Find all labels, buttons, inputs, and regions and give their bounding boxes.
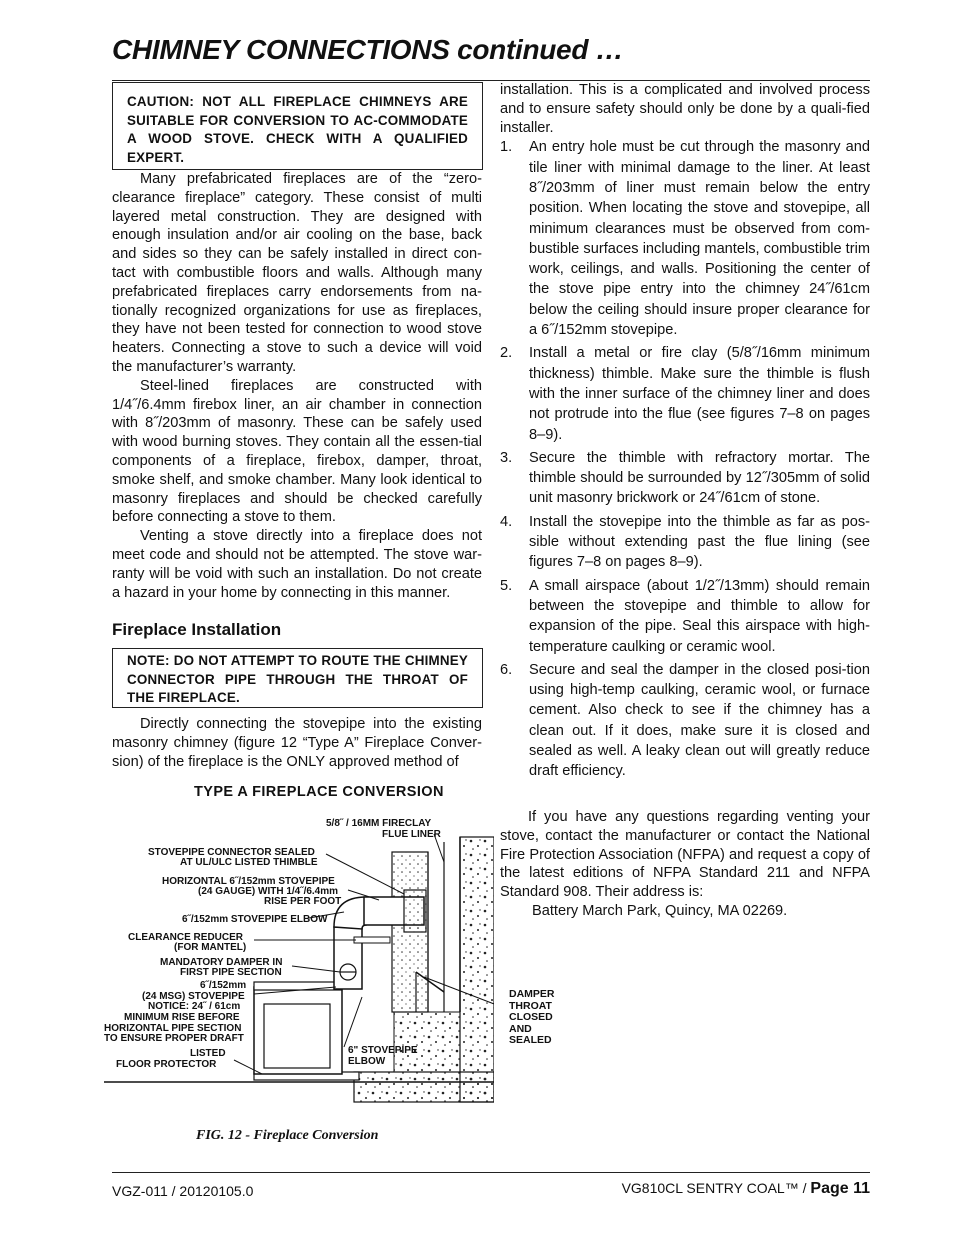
- label-horizontal-pipe: RISE PER FOOT: [264, 896, 342, 907]
- hearth: [354, 1072, 494, 1102]
- step-number: 4.: [500, 513, 513, 530]
- step-number: 5.: [500, 577, 513, 594]
- right-column-text: [500, 81, 870, 785]
- step-text: Secure the thimble with refractory mortar. The thimble should be surrounded by 12˝/305mm of solid unit masonry brickwork or 24˝/61cm of stone.: [529, 449, 870, 507]
- page-number: Page 11: [810, 1180, 870, 1197]
- label-damper: FIRST PIPE SECTION: [180, 967, 282, 978]
- step-text: Install a metal or fire clay (5/8˝/16mm minimum thickness) thimble. Make sure the thimble is flush with the inner surface of the chimney liner and does not protrude into the flue (see figures 7–8 on pages 8–9).: [529, 345, 870, 443]
- label-line: SEALED: [509, 1034, 552, 1046]
- label-damper-throat: [509, 989, 555, 1047]
- step-item: [500, 576, 870, 657]
- label-stovepipe: 6˝/152mm: [200, 980, 247, 991]
- label-elbow-top: 6˝/152mm STOVEPIPE ELBOW: [182, 914, 328, 925]
- label-elbow-bottom: ELBOW: [348, 1056, 386, 1067]
- label-stovepipe: NOTICE: 24˝ / 61cm: [148, 1001, 241, 1012]
- paragraph-contact: If you have any questions regarding venting your stove, contact the manufacturer or contact the National Fire Protection Association (NFPA) and request a copy of the latest editions of NFPA Standard 211 and NFPA Standard 908. Their address is:: [500, 809, 870, 901]
- caution-box: CAUTION: NOT ALL FIREPLACE CHIMNEYS ARE SUITABLE FOR CONVERSION TO AC-COMMODATE A WOOD STOVE. CHECK WITH A QUALIFIED EXPERT.: [112, 82, 483, 170]
- step-item: [500, 512, 870, 573]
- label-flue-liner: 5/8˝ / 16MM FIRECLAY: [326, 818, 432, 829]
- label-elbow-bottom: 6" STOVEPIPE: [348, 1045, 418, 1056]
- figure-caption: FIG. 12 - Fireplace Conversion: [196, 1128, 379, 1143]
- label-damper: MANDATORY DAMPER IN: [160, 957, 283, 968]
- chimney-wall: [460, 837, 494, 1102]
- note-box: NOTE: DO NOT ATTEMPT TO ROUTE THE CHIMNEY CONNECTOR PIPE THROUGH THE THROAT OF THE FIREPLACE.: [112, 648, 483, 708]
- label-connector: AT UL/ULC LISTED THIMBLE: [180, 857, 318, 868]
- paragraph-zero-clearance: Many prefabricated fireplaces are of the “zero-clearance fireplace” category. These consist of multi layered metal construction. They are designed with enough insulation and/or air cooling on the base, back and sides so they can be safely installed in direct con-tact with combustible floors and walls. Although many prefabricated fireplaces carry endorsements from na-tionally recognized organizations for use as fireplaces, they have not been tested for connection to wood stove heaters. Connecting a stove to such a device will void the manufacturer’s warranty.: [112, 171, 482, 375]
- step-number: 1.: [500, 139, 513, 156]
- step-text: An entry hole must be cut through the masonry and tile liner with minimal damage to the liner. At least 8˝/203mm of liner must remain below the entry position. When locating the stove and stovepipe, all minimum clearances must be observed from com-bustible surfaces including mantels, combustible trim work, ceilings, and walls. Positioning the center of the stove pipe entry into the chimney 24˝/61cm below the ceiling should insure proper clearance for a 6˝/152mm stovepipe.: [529, 139, 870, 339]
- label-connector: STOVEPIPE CONNECTOR SEALED: [148, 847, 315, 858]
- paragraph-venting-warning: Venting a stove directly into a fireplace does not meet code and should not be attempted. The stove war-ranty will be void with such an installation. Do not create a hazard in your home by connecting in this manner.: [112, 528, 482, 601]
- label-flue-liner: FLUE LINER: [382, 829, 441, 840]
- step-item: [500, 137, 870, 340]
- step-number: 2.: [500, 345, 513, 362]
- paragraph-steel-lined: Steel-lined fireplaces are constructed with 1/4˝/6.4mm firebox liner, an air chamber in connection with 8˝/203mm of masonry. These can be safely used with wood burning stoves. They contain all the essen-tial components of a fireplace, firebox, damper, throat, smoke shelf, and smoke chamber. Many look identical to masonry fireplaces and should be checked carefully before connecting a stove to them.: [112, 377, 482, 526]
- label-clearance-reducer: (FOR MANTEL): [174, 942, 247, 953]
- product-name: VG810CL SENTRY COAL™ /: [621, 1180, 811, 1196]
- document-code: VGZ-011 / 20120105.0: [112, 1183, 254, 1199]
- label-horizontal-pipe: (24 GAUGE) WITH 1/4˝/6.4mm: [198, 886, 339, 897]
- left-column-continued: [112, 715, 482, 771]
- footer-product: [622, 1180, 870, 1198]
- label-stovepipe: (24 MSG) STOVEPIPE: [142, 991, 245, 1002]
- label-stovepipe: HORIZONTAL PIPE SECTION: [104, 1023, 242, 1034]
- step-item: [500, 343, 870, 444]
- step-item: [500, 448, 870, 509]
- left-column-text: [112, 170, 482, 602]
- label-clearance-reducer: CLEARANCE REDUCER: [128, 932, 244, 943]
- section-heading: Fireplace Installation: [112, 620, 282, 639]
- page-title: CHIMNEY CONNECTIONS continued …: [112, 34, 624, 65]
- figure-title: TYPE A FIREPLACE CONVERSION: [194, 784, 444, 800]
- step-item: [500, 660, 870, 782]
- label-line: AND: [509, 1022, 532, 1035]
- firebox-masonry: [394, 1012, 460, 1072]
- installation-steps: [500, 137, 870, 781]
- label-line: THROAT: [509, 999, 552, 1012]
- thimble: [404, 890, 426, 932]
- step-number: 6.: [500, 661, 513, 678]
- label-floor-protector: LISTED: [190, 1048, 226, 1059]
- step-text: A small airspace (about 1/2˝/13mm) should remain between the stovepipe and thimble to allow for expansion of the pipe. Seal this airspace with high-temperature caulking or ceramic wool.: [529, 577, 870, 655]
- right-column-contact: [500, 808, 870, 921]
- label-line: CLOSED: [509, 1011, 553, 1023]
- step-number: 3.: [500, 449, 513, 466]
- label-line: DAMPER: [509, 988, 555, 1000]
- label-stovepipe: TO ENSURE PROPER DRAFT: [104, 1033, 244, 1044]
- paragraph-direct-connection: Directly connecting the stovepipe into the existing masonry chimney (figure 12 “Type A” Fireplace Conver-sion) of the fireplace is the ONLY approved method of: [112, 716, 482, 770]
- footer-rule: [112, 1172, 870, 1173]
- address: Battery March Park, Quincy, MA 02269.: [532, 902, 788, 919]
- label-stovepipe: MINIMUM RISE BEFORE: [124, 1012, 240, 1023]
- label-horizontal-pipe: HORIZONTAL 6˝/152mm STOVEPIPE: [162, 876, 335, 887]
- paragraph-installation-intro: installation. This is a complicated and involved process and to ensure safety should only be done by a quali-fied installer.: [500, 82, 870, 136]
- step-text: Secure and seal the damper in the closed posi-tion using high-temp caulking, ceramic wool, or furnace cement. Also check to see if the chimney has a clean out. If it does, make sure it is closed and sealed as well. A leaky clean out will greatly reduce draft efficiency.: [529, 661, 870, 780]
- label-floor-protector: FLOOR PROTECTOR: [116, 1059, 217, 1070]
- step-text: Install the stovepipe into the thimble as far as pos-sible without extending past the flue lining (see figures 7–8 on pages 8–9).: [529, 513, 870, 571]
- fireplace-conversion-diagram: [104, 782, 494, 1112]
